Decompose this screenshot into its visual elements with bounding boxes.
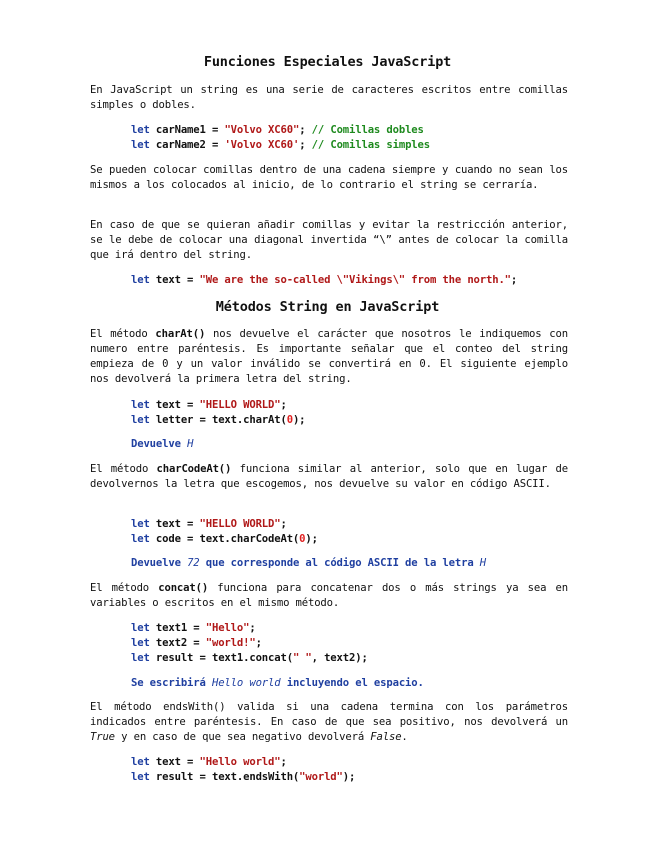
charat-paragraph: El método charAt() nos devuelve el carácter que nosotros le indiquemos con numero entre paréntesis. Es importante señalar que el conteo del string empieza de 0 y un valor inválido se convertirá en 0. El siguiente ejemplo nos devolverá la primera letra del string. <box>90 328 568 385</box>
code-block-charcodeat: let text = "HELLO WORLD"; let code = text.charCodeAt(0); <box>131 518 318 545</box>
code-string: "We are the so-called \"Vikings\" from the north." <box>199 274 511 286</box>
code-text: carName1 = <box>149 124 225 136</box>
code-keyword: let <box>131 139 150 151</box>
code-text: ; <box>299 139 312 151</box>
quotes-paragraph: Se pueden colocar comillas dentro de una cadena siempre y cuando no sean los mismos a los colocados al inicio, de lo contrario el string se cerraría. <box>90 164 568 191</box>
section-title: Métodos String en JavaScript <box>215 299 440 315</box>
method-name: concat() <box>158 582 209 594</box>
concat-paragraph: El método concat() funciona para concatenar dos o más strings ya sea en variables o escritos en el mismo método. <box>90 582 568 609</box>
intro-paragraph: En JavaScript un string es una serie de caracteres escritos entre comillas simples o dobles. <box>90 84 568 111</box>
method-name: charAt() <box>155 328 206 340</box>
code-comment: // Comillas dobles <box>311 124 424 136</box>
code-block-endswith: let text = "Hello world"; let result = text.endsWith("world"); <box>131 756 356 783</box>
code-block-concat: let text1 = "Hello"; let text2 = "world!"; let result = text1.concat(" ", text2); <box>131 622 368 664</box>
charcodeat-paragraph: El método charCodeAt() funciona similar al anterior, solo que en lugar de devolvernos la letra que escogemos, nos devuelve su valor en código ASCII. <box>90 463 568 490</box>
code-keyword: let <box>131 274 150 286</box>
endswith-paragraph: El método endsWith() valida si una cadena termina con los parámetros indicados entre paréntesis. En caso de que sea positivo, nos devolverá un True y en caso de que sea negativo devolverá False. <box>90 701 568 743</box>
code-comment: // Comillas simples <box>311 139 430 151</box>
code-text: ; <box>510 274 518 286</box>
code-text: text = <box>149 274 200 286</box>
charat-result-note: Devuelve H <box>131 438 194 450</box>
charcodeat-result-note: Devuelve 72 que corresponde al código ASCII de la letra H <box>131 557 487 569</box>
page-title: Funciones Especiales JavaScript <box>203 54 452 70</box>
escape-paragraph: En caso de que se quieran añadir comillas y evitar la restricción anterior, se le debe de colocar una diagonal invertida “\” antes de colocar la comilla que irá dentro del string. <box>90 219 568 261</box>
code-block-carname <box>131 123 430 153</box>
code-string: "Volvo XC60" <box>224 124 300 136</box>
code-text: carName2 = <box>149 139 225 151</box>
code-block-escape <box>131 273 517 288</box>
code-text: ; <box>299 124 312 136</box>
code-string: 'Volvo XC60' <box>224 139 300 151</box>
method-name: charCodeAt() <box>156 463 232 475</box>
code-keyword: let <box>131 124 150 136</box>
code-block-charat: let text = "HELLO WORLD"; let letter = text.charAt(0); <box>131 399 306 426</box>
concat-result-note: Se escribirá Hello world incluyendo el espacio. <box>131 677 424 689</box>
